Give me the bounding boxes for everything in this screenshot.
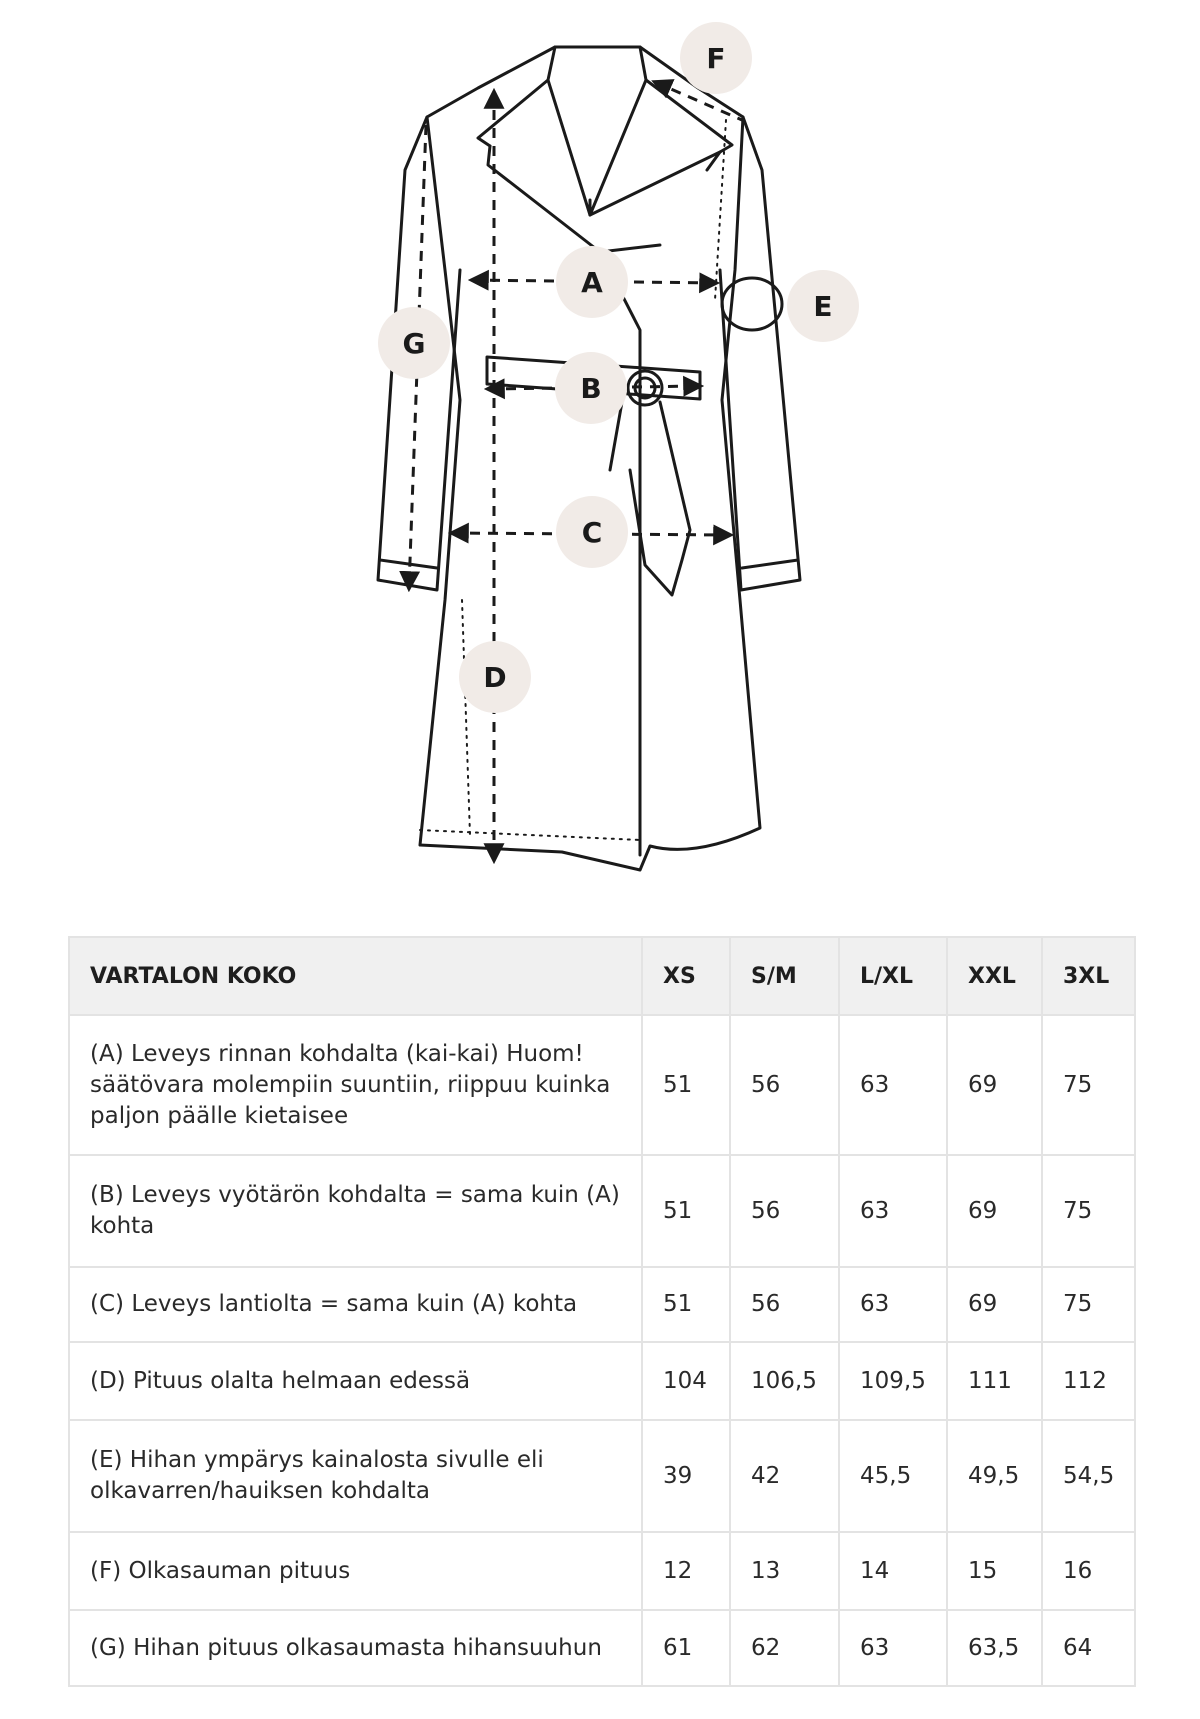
cell-value: 69 <box>947 1015 1042 1155</box>
cell-value: 13 <box>730 1532 839 1610</box>
cell-value: 63 <box>839 1155 947 1267</box>
marker-d <box>459 641 531 713</box>
table-row <box>69 1342 1135 1420</box>
cell-value: 49,5 <box>947 1420 1042 1532</box>
cell-value: 75 <box>1042 1015 1135 1155</box>
cell-value: 56 <box>730 1155 839 1267</box>
svg-text:F: F <box>706 42 726 75</box>
svg-text:A: A <box>581 266 603 299</box>
cell-value: 51 <box>642 1155 730 1267</box>
marker-g <box>378 307 450 379</box>
row-label: (G) Hihan pituus olkasaumasta hihansuuhun <box>69 1610 642 1686</box>
cell-value: 63 <box>839 1610 947 1686</box>
marker-e <box>787 270 859 342</box>
cell-value: 69 <box>947 1267 1042 1342</box>
svg-text:G: G <box>402 327 426 360</box>
cell-value: 12 <box>642 1532 730 1610</box>
cell-value: 39 <box>642 1420 730 1532</box>
cell-value: 63 <box>839 1267 947 1342</box>
row-label: (D) Pituus olalta helmaan edessä <box>69 1342 642 1420</box>
cell-value: 56 <box>730 1267 839 1342</box>
cell-value: 63,5 <box>947 1610 1042 1686</box>
cell-value: 42 <box>730 1420 839 1532</box>
header-size-xs: XS <box>642 937 730 1015</box>
cell-value: 16 <box>1042 1532 1135 1610</box>
cell-value: 63 <box>839 1015 947 1155</box>
cell-value: 69 <box>947 1155 1042 1267</box>
cell-value: 56 <box>730 1015 839 1155</box>
table-row <box>69 1155 1135 1267</box>
measurement-markers <box>378 22 859 713</box>
cell-value: 51 <box>642 1267 730 1342</box>
table-row <box>69 1610 1135 1686</box>
row-label: (F) Olkasauman pituus <box>69 1532 642 1610</box>
header-size-sm: S/M <box>730 937 839 1015</box>
row-label: (E) Hihan ympärys kainalosta sivulle eli olkavarren/hauiksen kohdalta <box>69 1420 642 1532</box>
cell-value: 54,5 <box>1042 1420 1135 1532</box>
cell-value: 112 <box>1042 1342 1135 1420</box>
svg-text:E: E <box>813 290 833 323</box>
header-body-size: VARTALON KOKO <box>69 937 642 1015</box>
cell-value: 75 <box>1042 1155 1135 1267</box>
row-label: (C) Leveys lantiolta = sama kuin (A) kohta <box>69 1267 642 1342</box>
header-size-3xl: 3XL <box>1042 937 1135 1015</box>
row-label: (A) Leveys rinnan kohdalta (kai-kai) Huom! säätövara molempiin suuntiin, riippuu kuinka paljon päälle kietaisee <box>69 1015 642 1155</box>
table-row <box>69 1532 1135 1610</box>
marker-c <box>556 496 628 568</box>
table-row <box>69 1420 1135 1532</box>
cell-value: 75 <box>1042 1267 1135 1342</box>
table-header-row <box>69 937 1135 1015</box>
svg-text:D: D <box>483 661 507 694</box>
header-size-xxl: XXL <box>947 937 1042 1015</box>
cell-value: 104 <box>642 1342 730 1420</box>
cell-value: 45,5 <box>839 1420 947 1532</box>
cell-value: 14 <box>839 1532 947 1610</box>
size-table <box>68 936 1136 1687</box>
table-row <box>69 1267 1135 1342</box>
cell-value: 15 <box>947 1532 1042 1610</box>
marker-a <box>556 246 628 318</box>
svg-text:B: B <box>580 372 602 405</box>
cell-value: 61 <box>642 1610 730 1686</box>
cell-value: 62 <box>730 1610 839 1686</box>
coat-outline <box>378 47 800 870</box>
cell-value: 109,5 <box>839 1342 947 1420</box>
cell-value: 111 <box>947 1342 1042 1420</box>
svg-text:C: C <box>581 516 603 549</box>
table-row <box>69 1015 1135 1155</box>
cell-value: 51 <box>642 1015 730 1155</box>
header-size-lxl: L/XL <box>839 937 947 1015</box>
marker-f <box>680 22 752 94</box>
marker-b <box>555 352 627 424</box>
cell-value: 106,5 <box>730 1342 839 1420</box>
cell-value: 64 <box>1042 1610 1135 1686</box>
row-label: (B) Leveys vyötärön kohdalta = sama kuin (A) kohta <box>69 1155 642 1267</box>
